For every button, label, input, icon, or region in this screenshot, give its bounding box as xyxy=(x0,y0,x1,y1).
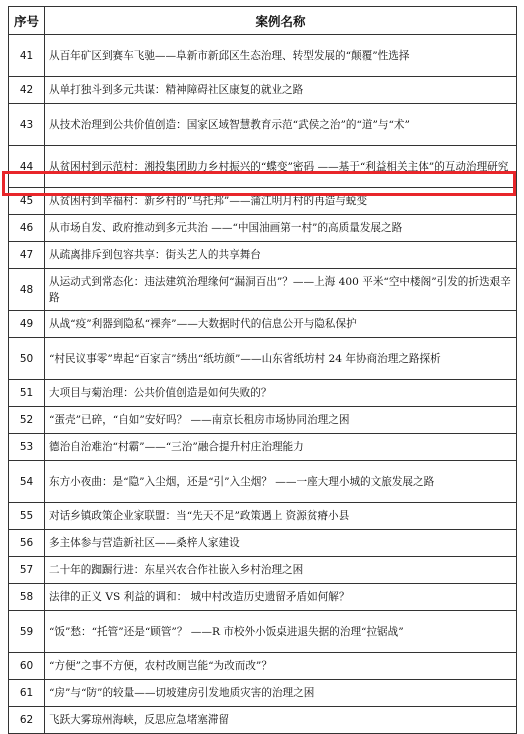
table-row xyxy=(9,503,517,530)
case-name: 法律的正义 VS 利益的调和： 城中村改造历史遗留矛盾如何解？ xyxy=(45,584,517,611)
row-number: 58 xyxy=(9,584,45,611)
case-name: 从战“疫”利器到隐私“裸奔”——大数据时代的信息公开与隐私保护 xyxy=(45,311,517,338)
table-row xyxy=(9,530,517,557)
case-name: 从疏离排斥到包容共享：街头艺人的共享舞台 xyxy=(45,242,517,269)
row-number: 41 xyxy=(9,35,45,77)
case-name: 从市场自发、政府推动到多元共治 ——“中国油画第一村”的高质量发展之路 xyxy=(45,215,517,242)
row-number: 54 xyxy=(9,461,45,503)
table-row xyxy=(9,407,517,434)
case-name: 德治自治难治“村霸”——“三治”融合提升村庄治理能力 xyxy=(45,434,517,461)
table-row-highlighted xyxy=(9,188,517,215)
row-number: 44 xyxy=(9,146,45,188)
case-name: 多主体参与营造新社区——桑梓人家建设 xyxy=(45,530,517,557)
row-number: 59 xyxy=(9,611,45,653)
row-number: 49 xyxy=(9,311,45,338)
table-row xyxy=(9,557,517,584)
row-number: 61 xyxy=(9,680,45,707)
case-name: 大项目与菊治理：公共价值创造是如何失败的？ xyxy=(45,380,517,407)
table-row xyxy=(9,707,517,734)
case-name: “房”与“防”的较量——切坡建房引发地质灾害的治理之困 xyxy=(45,680,517,707)
table-row xyxy=(9,461,517,503)
row-number: 60 xyxy=(9,653,45,680)
table-row xyxy=(9,215,517,242)
row-number: 46 xyxy=(9,215,45,242)
header-case-name: 案例名称 xyxy=(45,7,517,35)
case-name: 飞跃大雾琼州海峡，反思应急堵塞滞留 xyxy=(45,707,517,734)
table-row xyxy=(9,146,517,188)
table-row xyxy=(9,380,517,407)
table-body xyxy=(9,35,517,734)
row-number: 57 xyxy=(9,557,45,584)
table-row xyxy=(9,434,517,461)
table-row xyxy=(9,104,517,146)
case-name: 从运动式到常态化：违法建筑治理缘何“漏洞百出”？——上海 400 平米“空中楼阁”引发的折迭艰辛路 xyxy=(45,269,517,311)
case-name: 从技术治理到公共价值创造：国家区域智慧教育示范“武侯之治”的“道”与“术” xyxy=(45,104,517,146)
table-row xyxy=(9,584,517,611)
header-no: 序号 xyxy=(9,7,45,35)
row-number: 43 xyxy=(9,104,45,146)
case-name: 从贫困村到示范村：湘投集团助力乡村振兴的“蝶变”密码 ——基于“利益相关主体”的互动治理研究 xyxy=(45,146,517,188)
table-row xyxy=(9,311,517,338)
row-number: 53 xyxy=(9,434,45,461)
table-row xyxy=(9,338,517,380)
case-name: 对话乡镇政策企业家联盟：当“先天不足”政策遇上 资源贫瘠小县 xyxy=(45,503,517,530)
case-name: 从百年矿区到赛车飞驰——阜新市新邱区生态治理、转型发展的“颠覆”性选择 xyxy=(45,35,517,77)
case-name: “村民议事零”卑起“百家言”绣出“纸坊颜”——山东省纸坊村 24 年协商治理之路探析 xyxy=(45,338,517,380)
row-number: 62 xyxy=(9,707,45,734)
case-name: 从贫困村到幸福村：新乡村的“乌托邦”——蒲江明月村的再造与蜕变 xyxy=(45,188,517,215)
row-number: 55 xyxy=(9,503,45,530)
row-number: 47 xyxy=(9,242,45,269)
row-number: 45 xyxy=(9,188,45,215)
row-number: 56 xyxy=(9,530,45,557)
case-name: 东方小夜曲：是“隐”入尘烟，还是“引”入尘烟？ ——一座大理小城的文旅发展之路 xyxy=(45,461,517,503)
table-row xyxy=(9,35,517,77)
case-name: 二十年的踟蹰行进：东星兴农合作社嵌入乡村治理之困 xyxy=(45,557,517,584)
row-number: 42 xyxy=(9,77,45,104)
case-name: “蛋壳”已碎，“自如”安好吗？ ——南京长租房市场协同治理之困 xyxy=(45,407,517,434)
table-row xyxy=(9,653,517,680)
row-number: 52 xyxy=(9,407,45,434)
row-number: 50 xyxy=(9,338,45,380)
table-row xyxy=(9,269,517,311)
table-row xyxy=(9,77,517,104)
table-row xyxy=(9,680,517,707)
table-header-row xyxy=(9,7,517,35)
case-list-sheet xyxy=(8,6,516,734)
row-number: 51 xyxy=(9,380,45,407)
case-name: “方便”之事不方便，农村改厕岂能“为改而改”？ xyxy=(45,653,517,680)
table-row xyxy=(9,242,517,269)
table-row xyxy=(9,611,517,653)
row-number: 48 xyxy=(9,269,45,311)
case-name: 从单打独斗到多元共谋：精神障碍社区康复的就业之路 xyxy=(45,77,517,104)
case-table xyxy=(8,6,517,734)
case-name: “饭”愁：“托管”还是“顾管”？ ——R 市校外小饭桌进退失据的治理“拉锯战” xyxy=(45,611,517,653)
